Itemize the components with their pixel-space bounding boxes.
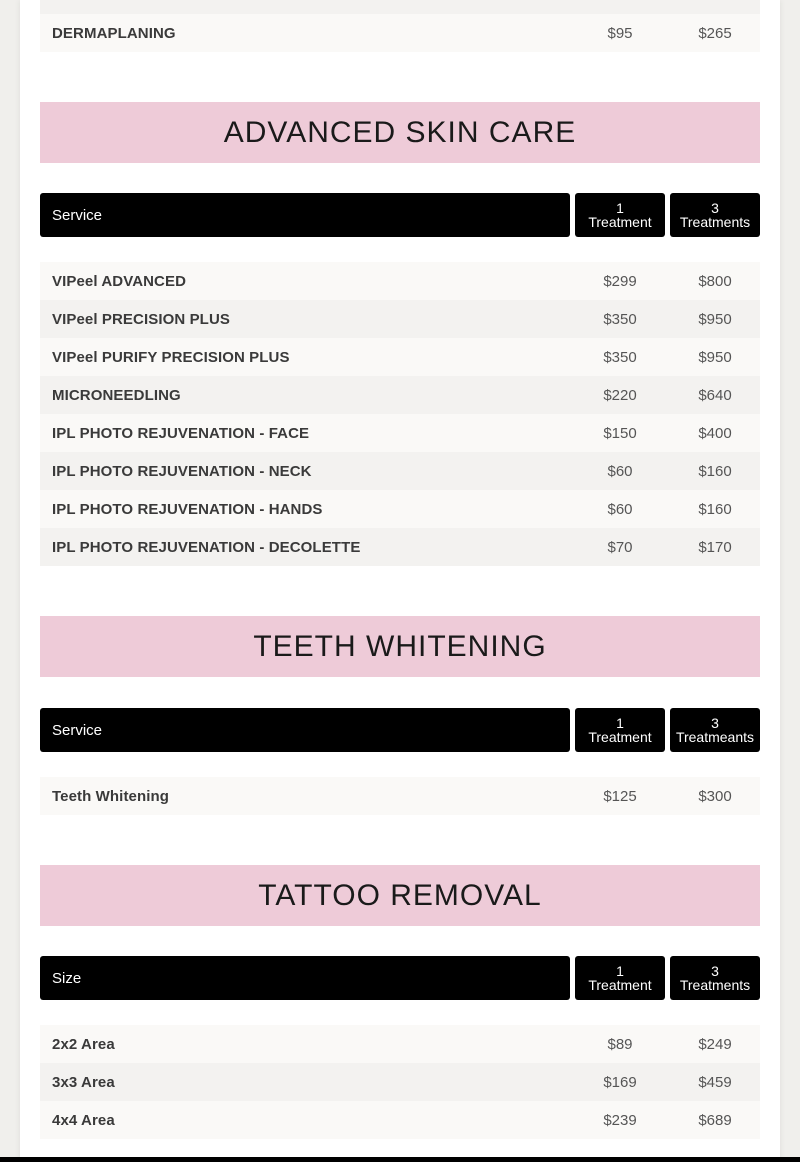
section-title-teeth-whitening: TEETH WHITENING — [40, 616, 760, 677]
service-name: IPL PHOTO REJUVENATION - FACE — [52, 424, 310, 442]
table-row — [40, 414, 760, 452]
service-name: IPL PHOTO REJUVENATION - DECOLETTE — [52, 538, 361, 556]
price-3-treatments: $265 — [698, 24, 732, 42]
price-3-treatments: $950 — [698, 310, 732, 328]
header-3-number: 3 — [711, 715, 719, 731]
price-list-page — [20, 0, 780, 1162]
price-1-treatment: $239 — [603, 1111, 637, 1129]
service-name: VIPeel PURIFY PRECISION PLUS — [52, 348, 290, 366]
price-3-treatments: $300 — [698, 787, 732, 805]
table-row — [40, 376, 760, 414]
price-1-treatment: $150 — [603, 424, 637, 442]
header-3-treatments — [670, 708, 760, 752]
price-3-treatments: $160 — [698, 462, 732, 480]
service-name: IPL PHOTO REJUVENATION - HANDS — [52, 500, 323, 518]
table-row — [40, 262, 760, 300]
price-1-treatment: $60 — [607, 462, 633, 480]
service-name: MICRONEEDLING — [52, 386, 181, 404]
header-1-number: 1 — [616, 200, 624, 216]
price-1-treatment: $95 — [607, 24, 633, 42]
table-row — [40, 452, 760, 490]
price-3-treatments: $249 — [698, 1035, 732, 1053]
header-1-number: 1 — [616, 963, 624, 979]
table-row — [40, 14, 760, 52]
price-1-treatment: $89 — [607, 1035, 633, 1053]
price-3-treatments: $160 — [698, 500, 732, 518]
price-3-treatments: $459 — [698, 1073, 732, 1091]
header-3-number: 3 — [711, 200, 719, 216]
price-3-treatments: $800 — [698, 272, 732, 290]
service-name: 3x3 Area — [52, 1073, 115, 1091]
header-1-treatment — [575, 708, 665, 752]
header-1-number: 1 — [616, 715, 624, 731]
header-3-treatments — [670, 193, 760, 237]
header-service: Service — [40, 193, 570, 237]
table-row — [40, 1063, 760, 1101]
header-size: Size — [40, 956, 570, 1000]
price-3-treatments: $640 — [698, 386, 732, 404]
section-title-tattoo-removal: TATTOO REMOVAL — [40, 865, 760, 926]
table-row — [40, 777, 760, 815]
service-name: 2x2 Area — [52, 1035, 115, 1053]
table-row — [40, 490, 760, 528]
header-3-treatments — [670, 956, 760, 1000]
price-1-treatment: $70 — [607, 538, 633, 556]
header-service: Service — [40, 708, 570, 752]
price-1-treatment: $60 — [607, 500, 633, 518]
table-row — [40, 338, 760, 376]
table-row — [40, 1101, 760, 1139]
table-row — [40, 0, 760, 14]
service-name: VIPeel PRECISION PLUS — [52, 310, 230, 328]
header-3-label: Treatments — [679, 977, 751, 993]
header-3-label: Treatments — [679, 214, 751, 230]
price-1-treatment: $350 — [603, 310, 637, 328]
table-row — [40, 1025, 760, 1063]
price-3-treatments: $689 — [698, 1111, 732, 1129]
service-name: VIPeel ADVANCED — [52, 272, 187, 290]
table-row — [40, 528, 760, 566]
service-name: IPL PHOTO REJUVENATION - NECK — [52, 462, 312, 480]
header-3-number: 3 — [711, 963, 719, 979]
header-1-label: Treatment — [588, 214, 652, 230]
price-3-treatments: $950 — [698, 348, 732, 366]
footer-edge — [0, 1157, 800, 1162]
price-3-treatments: $170 — [698, 538, 732, 556]
header-3-label: Treatmeants — [675, 729, 755, 745]
service-name: DERMAPLANING — [52, 24, 176, 42]
price-1-treatment: $169 — [603, 1073, 637, 1091]
header-1-label: Treatment — [588, 729, 652, 745]
price-1-treatment: $125 — [603, 787, 637, 805]
service-name: 4x4 Area — [52, 1111, 115, 1129]
price-3-treatments: $400 — [698, 424, 732, 442]
section-title-advanced-skin-care: ADVANCED SKIN CARE — [40, 102, 760, 163]
header-1-treatment — [575, 193, 665, 237]
price-1-treatment: $220 — [603, 386, 637, 404]
header-1-treatment — [575, 956, 665, 1000]
service-name: Teeth Whitening — [52, 787, 170, 805]
header-1-label: Treatment — [588, 977, 652, 993]
table-row — [40, 300, 760, 338]
price-1-treatment: $299 — [603, 272, 637, 290]
price-1-treatment: $350 — [603, 348, 637, 366]
